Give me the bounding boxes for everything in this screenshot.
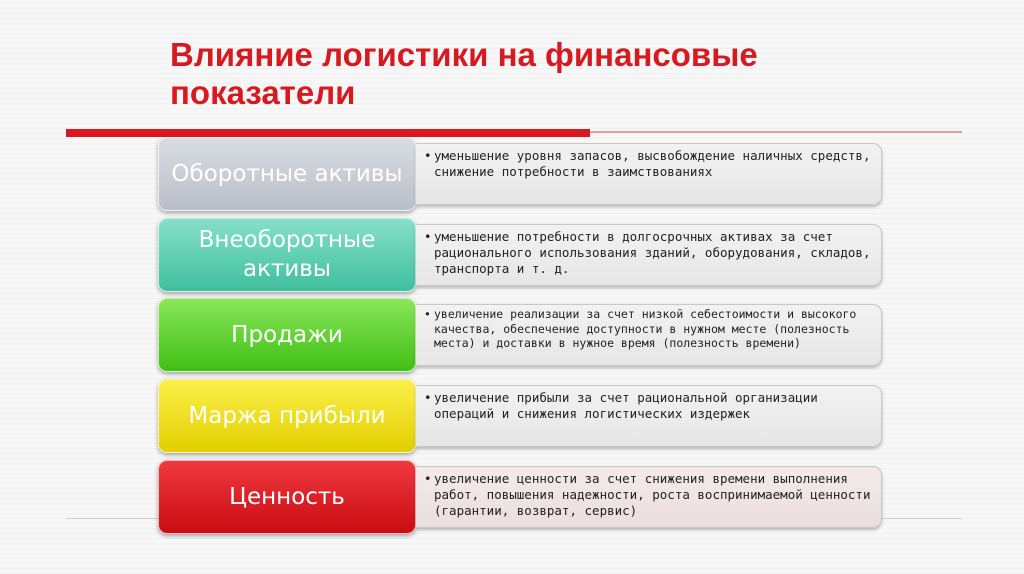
label-sales	[158, 298, 416, 372]
title-line-2: показатели	[170, 74, 356, 111]
desc-noncurrent-assets	[416, 224, 882, 286]
row-value	[158, 460, 888, 534]
desc-current-assets-text: • уменьшение уровня запасов, высвобождение наличных средств, снижение потребности в заимствованиях	[432, 148, 873, 180]
label-sales-text: Продажи	[231, 321, 343, 348]
label-profit-margin-text: Маржа прибыли	[188, 402, 386, 429]
row-sales	[158, 298, 888, 372]
title-line-1: Влияние логистики на финансовые	[170, 36, 758, 73]
desc-value-text: • увеличение ценности за счет снижения времени выполнения работ, повышения надежности, роста воспринимаемой ценности (гарантии, возврат, сервис)	[432, 471, 873, 519]
label-profit-margin	[158, 379, 416, 453]
label-value-text: Ценность	[229, 483, 345, 510]
row-profit-margin	[158, 379, 888, 453]
desc-profit-margin-text: • увеличение прибыли за счет рациональной организации операций и снижения логистических издержек	[432, 390, 873, 422]
desc-sales	[416, 304, 882, 366]
label-noncurrent-assets	[158, 218, 416, 292]
desc-sales-text: • увеличение реализации за счет низкой себестоимости и высокого качества, обеспечение доступности в нужном месте (полезность места) и доставки в нужное время (полезность времени)	[432, 307, 873, 351]
label-current-assets-text: Оборотные активы	[171, 160, 403, 187]
title-underline-thin	[590, 131, 962, 133]
desc-current-assets	[416, 143, 882, 205]
label-value	[158, 460, 416, 534]
desc-noncurrent-assets-text: • уменьшение потребности в долгосрочных активах за счет рационального использования зданий, оборудования, складов, транспорта и т. д.	[432, 229, 873, 277]
row-noncurrent-assets	[158, 218, 888, 292]
page-title	[170, 36, 890, 112]
title-underline-bar	[66, 129, 590, 137]
row-current-assets	[158, 137, 888, 211]
label-current-assets	[158, 137, 416, 211]
desc-profit-margin	[416, 385, 882, 447]
desc-value	[416, 466, 882, 528]
label-noncurrent-assets-text: Внеоборотные активы	[198, 227, 376, 282]
